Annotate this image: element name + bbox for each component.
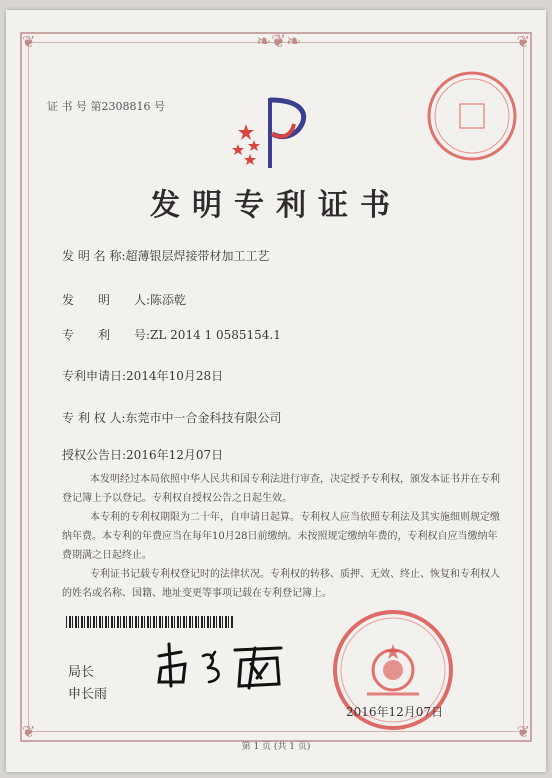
corner-ornament: ❦ (516, 32, 530, 51)
grant-date-value: 2016年12月07日 (126, 448, 224, 462)
certificate-number: 证 书 号 第2308816 号 (47, 100, 165, 113)
patent-number-value: ZL 2014 1 0585154.1 (150, 328, 281, 342)
issue-date: 2016年12月07日 (346, 705, 444, 719)
invention-name-label: 发 明 名 称: (62, 249, 126, 263)
director-name: 申长雨 (68, 687, 108, 702)
body-paragraph: 本专利的专利权期限为二十年，自申请日起算。专利权人应当依照专利法及其实施细则规定缴纳年费。本专利的年费应当在每年10月28日前缴纳。未按照规定缴纳年费的，专利权自应当缴纳年费期满之日起终止。 (62, 512, 500, 561)
invention-name-row (62, 247, 270, 264)
patentee-label: 专 利 权 人: (62, 411, 126, 425)
certificate-body (62, 470, 502, 603)
patent-number-row (62, 326, 281, 343)
patentee-row (62, 409, 282, 426)
page-number: 第 1 页 (共 1 页) (241, 742, 311, 752)
grant-date-row (62, 446, 223, 463)
corner-ornament: ❦ (22, 32, 36, 51)
body-paragraph: 专利证书记载专利权登记时的法律状况。专利权的转移、质押、无效、终止、恢复和专利权人的姓名或名称、国籍、地址变更等事项记载在专利登记簿上。 (62, 569, 500, 599)
handwritten-signature (151, 638, 291, 694)
filing-date-row (62, 367, 223, 384)
corner-ornament: ❦ (516, 722, 530, 741)
small-seal (426, 70, 518, 162)
patentee-value: 东莞市中一合金科技有限公司 (125, 411, 282, 425)
filing-date-label: 专利申请日: (62, 369, 127, 383)
certificate-sheet (6, 10, 546, 772)
certificate-title: 发明专利证书 (150, 188, 402, 223)
top-ornament: ❧❦❧ (256, 31, 302, 52)
inventor-row (62, 291, 186, 308)
inventor-value: 陈添乾 (150, 293, 187, 307)
patent-number-label: 专 利 号: (62, 328, 151, 342)
corner-ornament: ❦ (22, 722, 36, 741)
filing-date-value: 2014年10月28日 (126, 369, 224, 383)
grant-date-label: 授权公告日: (62, 448, 127, 462)
director-title: 局长 (68, 665, 95, 680)
invention-name-value: 超薄银层焊接带材加工工艺 (125, 249, 270, 263)
inventor-label: 发 明 人: (62, 293, 151, 307)
patent-office-logo (232, 94, 312, 172)
barcode (66, 616, 234, 628)
body-paragraph: 本发明经过本局依照中华人民共和国专利法进行审查，决定授予专利权，颁发本证书并在专利登记簿上予以登记。专利权自授权公告之日起生效。 (62, 474, 500, 504)
